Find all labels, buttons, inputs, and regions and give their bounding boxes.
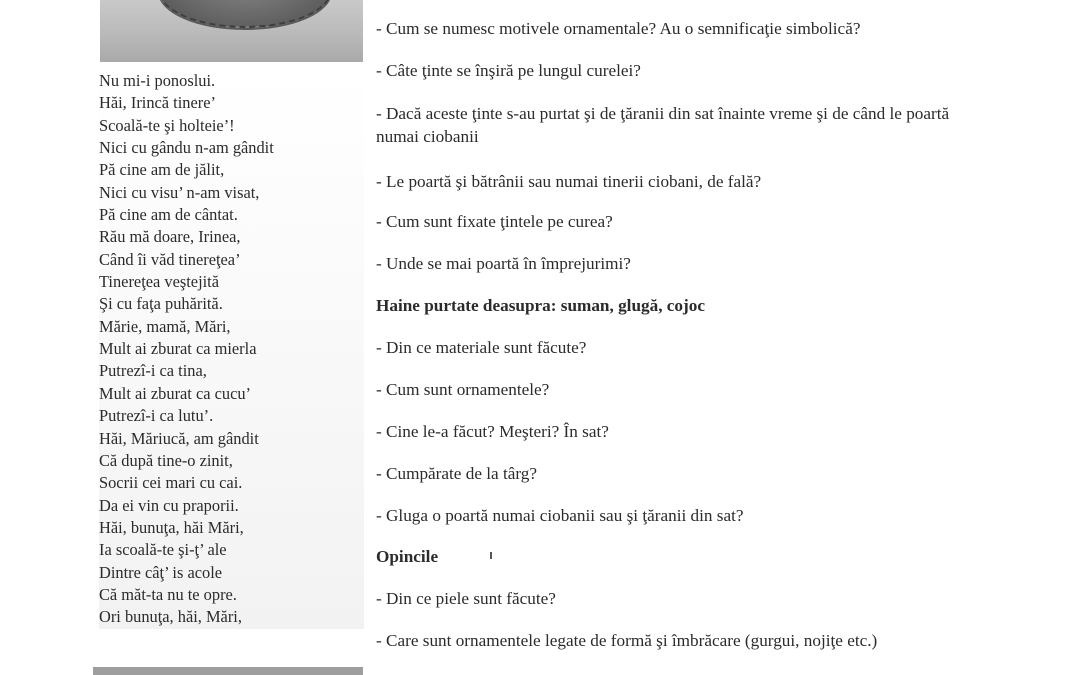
poem-line: Dintre câţ’ is acole bbox=[99, 562, 223, 582]
poem-line: Ia scoală-te şi-ţ’ ale bbox=[99, 540, 227, 560]
poem-line: Când îi văd tinereţea’ bbox=[99, 249, 241, 269]
poem-line: Pă cine am de cântat. bbox=[99, 205, 238, 225]
question-item: - Gluga o poartă numai ciobanii sau şi ţăranii din sat? bbox=[376, 506, 744, 525]
question-item: - Unde se mai poartă în împrejurimi? bbox=[376, 254, 631, 273]
question-item: - Cum se numesc motivele ornamentale? Au o semnificaţie simbolică? bbox=[376, 19, 861, 38]
poem-line: Pă cine am de jălit, bbox=[99, 160, 225, 180]
poem-line: Nici cu visu’ n-am visat, bbox=[99, 182, 260, 202]
poem-line: Scoală-te şi holteie’! bbox=[99, 115, 235, 135]
photo-fragment bbox=[100, 0, 363, 62]
poem-line: Şi cu faţa puhărită. bbox=[99, 294, 223, 314]
poem-line: Că după tine-o zinit, bbox=[99, 450, 233, 470]
poem-text bbox=[99, 70, 364, 629]
poem-line: Mult ai zburat ca cucu’ bbox=[99, 383, 251, 403]
poem-line: Ori bunuţa, hăi, Mări, bbox=[99, 607, 242, 627]
question-item: - Câte ţinte se înşiră pe lungul curelei? bbox=[376, 61, 641, 80]
poem-line: Putrezî-i ca lutu’. bbox=[99, 406, 214, 426]
poem-line: Nici cu gându n-am gândit bbox=[99, 138, 274, 158]
question-item: - Din ce piele sunt făcute? bbox=[376, 589, 556, 608]
question-item: - Din ce materiale sunt făcute? bbox=[376, 338, 587, 357]
question-item: - Cum sunt fixate ţintele pe curea? bbox=[376, 212, 613, 231]
poem-line: Hăi, bunuţa, hăi Mări, bbox=[99, 517, 244, 537]
question-item: - Dacă aceste ţinte s-au purtat şi de ţăranii din sat înainte vreme şi de când le poartă numai ciobanii bbox=[376, 104, 950, 146]
poem-line: Rău mă doare, Irinea, bbox=[99, 227, 241, 247]
poem-line: Mult ai zburat ca mierla bbox=[99, 339, 257, 359]
section-heading: Haine purtate deasupra: suman, glugă, cojoc bbox=[376, 296, 705, 315]
question-item: - Le poartă şi bătrânii sau numai tinerii ciobani, de fală? bbox=[376, 172, 762, 191]
poem-line: Da ei vin cu praporii. bbox=[99, 495, 239, 515]
poem-line: Că măt-ta nu te opre. bbox=[99, 584, 237, 604]
poem-line: Putrezî-i ca tina, bbox=[99, 361, 207, 381]
question-item: - Care sunt ornamentele legate de formă şi îmbrăcare (gurgui, nojiţe etc.) bbox=[376, 631, 878, 650]
poem-line: Nu mi-i ponoslui. bbox=[99, 71, 216, 90]
poem-line: Hăi, Măriucă, am gândit bbox=[99, 428, 259, 448]
section-heading: Opincile bbox=[376, 547, 439, 566]
poem-line: Tinereţea veştejită bbox=[99, 272, 220, 292]
poem-line: Socrii cei mari cu cai. bbox=[99, 473, 243, 493]
question-item: - Cum sunt ornamentele? bbox=[376, 380, 550, 399]
question-item: - Cumpărate de la târg? bbox=[376, 464, 537, 483]
poem-line: Hăi, Irincă tinere’ bbox=[99, 93, 216, 113]
decorated-object-image bbox=[158, 0, 332, 28]
question-item: - Cine le-a făcut? Meşteri? În sat? bbox=[376, 422, 609, 441]
scan-speck bbox=[490, 552, 492, 559]
image-edge-bar bbox=[93, 667, 363, 675]
poem-line: Mărie, mamă, Mări, bbox=[99, 316, 231, 336]
